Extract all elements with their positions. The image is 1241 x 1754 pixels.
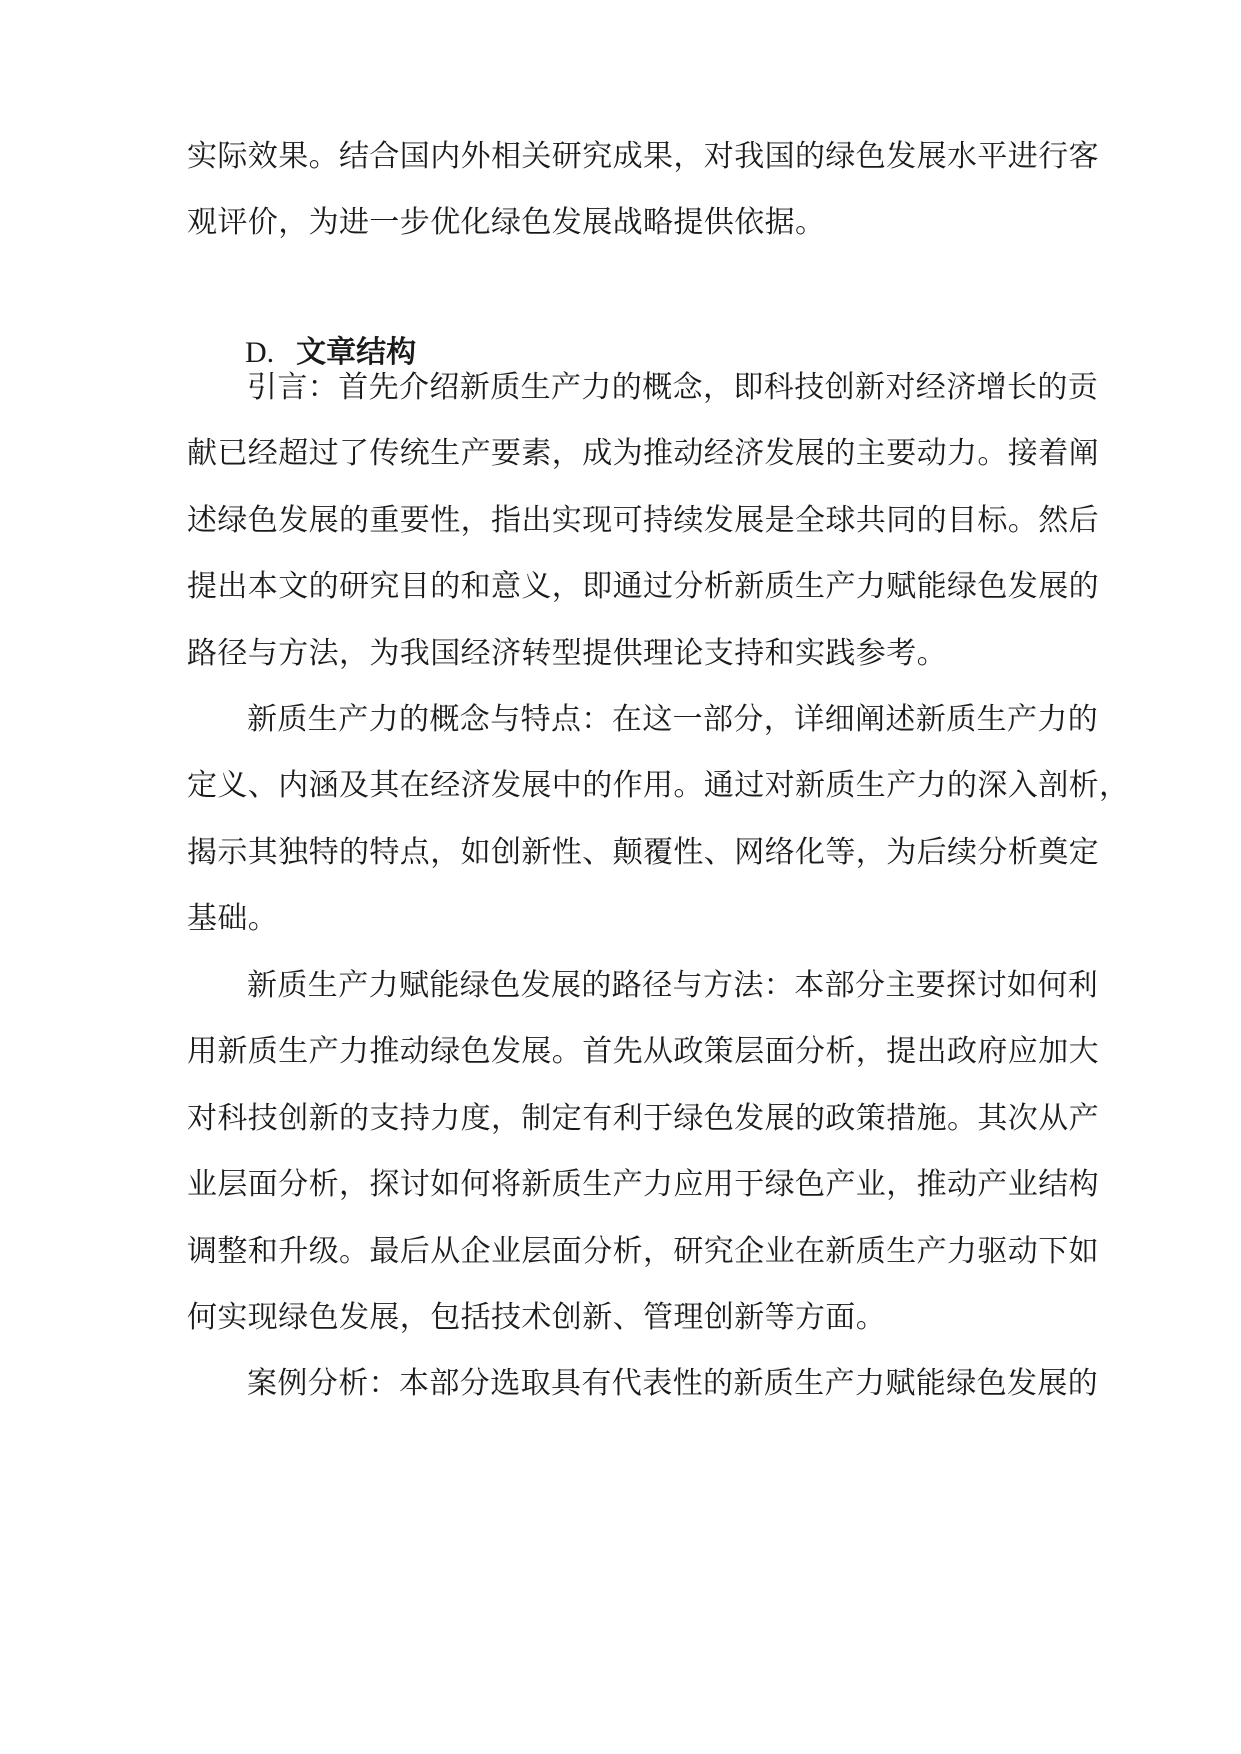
body-text-line: 定义、内涵及其在经济发展中的作用。通过对新质生产力的深入剖析， — [187, 768, 1130, 803]
body-text-line: 献已经超过了传统生产要素，成为推动经济发展的主要动力。接着阐 — [187, 436, 1099, 471]
body-text-line: 述绿色发展的重要性，指出实现可持续发展是全球共同的目标。然后 — [187, 503, 1099, 538]
body-text-line: 调整和升级。最后从企业层面分析，研究企业在新质生产力驱动下如 — [187, 1234, 1099, 1269]
body-text-line: 提出本文的研究目的和意义，即通过分析新质生产力赋能绿色发展的 — [187, 569, 1099, 604]
body-text-line: 揭示其独特的特点，如创新性、颠覆性、网络化等，为后续分析奠定 — [187, 835, 1099, 870]
paragraph-first-line: 案例分析：本部分选取具有代表性的新质生产力赋能绿色发展的 — [247, 1366, 1099, 1401]
section-heading — [245, 333, 416, 373]
paragraph-first-line: 新质生产力赋能绿色发展的路径与方法：本部分主要探讨如何利 — [247, 968, 1099, 1003]
body-text-line: 何实现绿色发展，包括技术创新、管理创新等方面。 — [187, 1300, 887, 1335]
paragraph-first-line: 引言：首先介绍新质生产力的概念，即科技创新对经济增长的贡 — [247, 370, 1099, 405]
body-text-line: 业层面分析，探讨如何将新质生产力应用于绿色产业，推动产业结构 — [187, 1167, 1099, 1202]
section-title: 文章结构 — [296, 335, 417, 370]
paragraph-first-line: 新质生产力的概念与特点：在这一部分，详细阐述新质生产力的 — [247, 702, 1099, 737]
body-text-line: 对科技创新的支持力度，制定有利于绿色发展的政策措施。其次从产 — [187, 1101, 1099, 1136]
body-text-line: 路径与方法，为我国经济转型提供理论支持和实践参考。 — [187, 636, 947, 671]
body-text-line: 用新质生产力推动绿色发展。首先从政策层面分析，提出政府应加大 — [187, 1034, 1099, 1069]
body-text-line: 实际效果。结合国内外相关研究成果，对我国的绿色发展水平进行客 — [187, 139, 1099, 174]
body-text-line: 观评价，为进一步优化绿色发展战略提供依据。 — [187, 205, 826, 240]
section-number: D. — [245, 336, 275, 369]
body-text-line: 基础。 — [187, 901, 279, 936]
